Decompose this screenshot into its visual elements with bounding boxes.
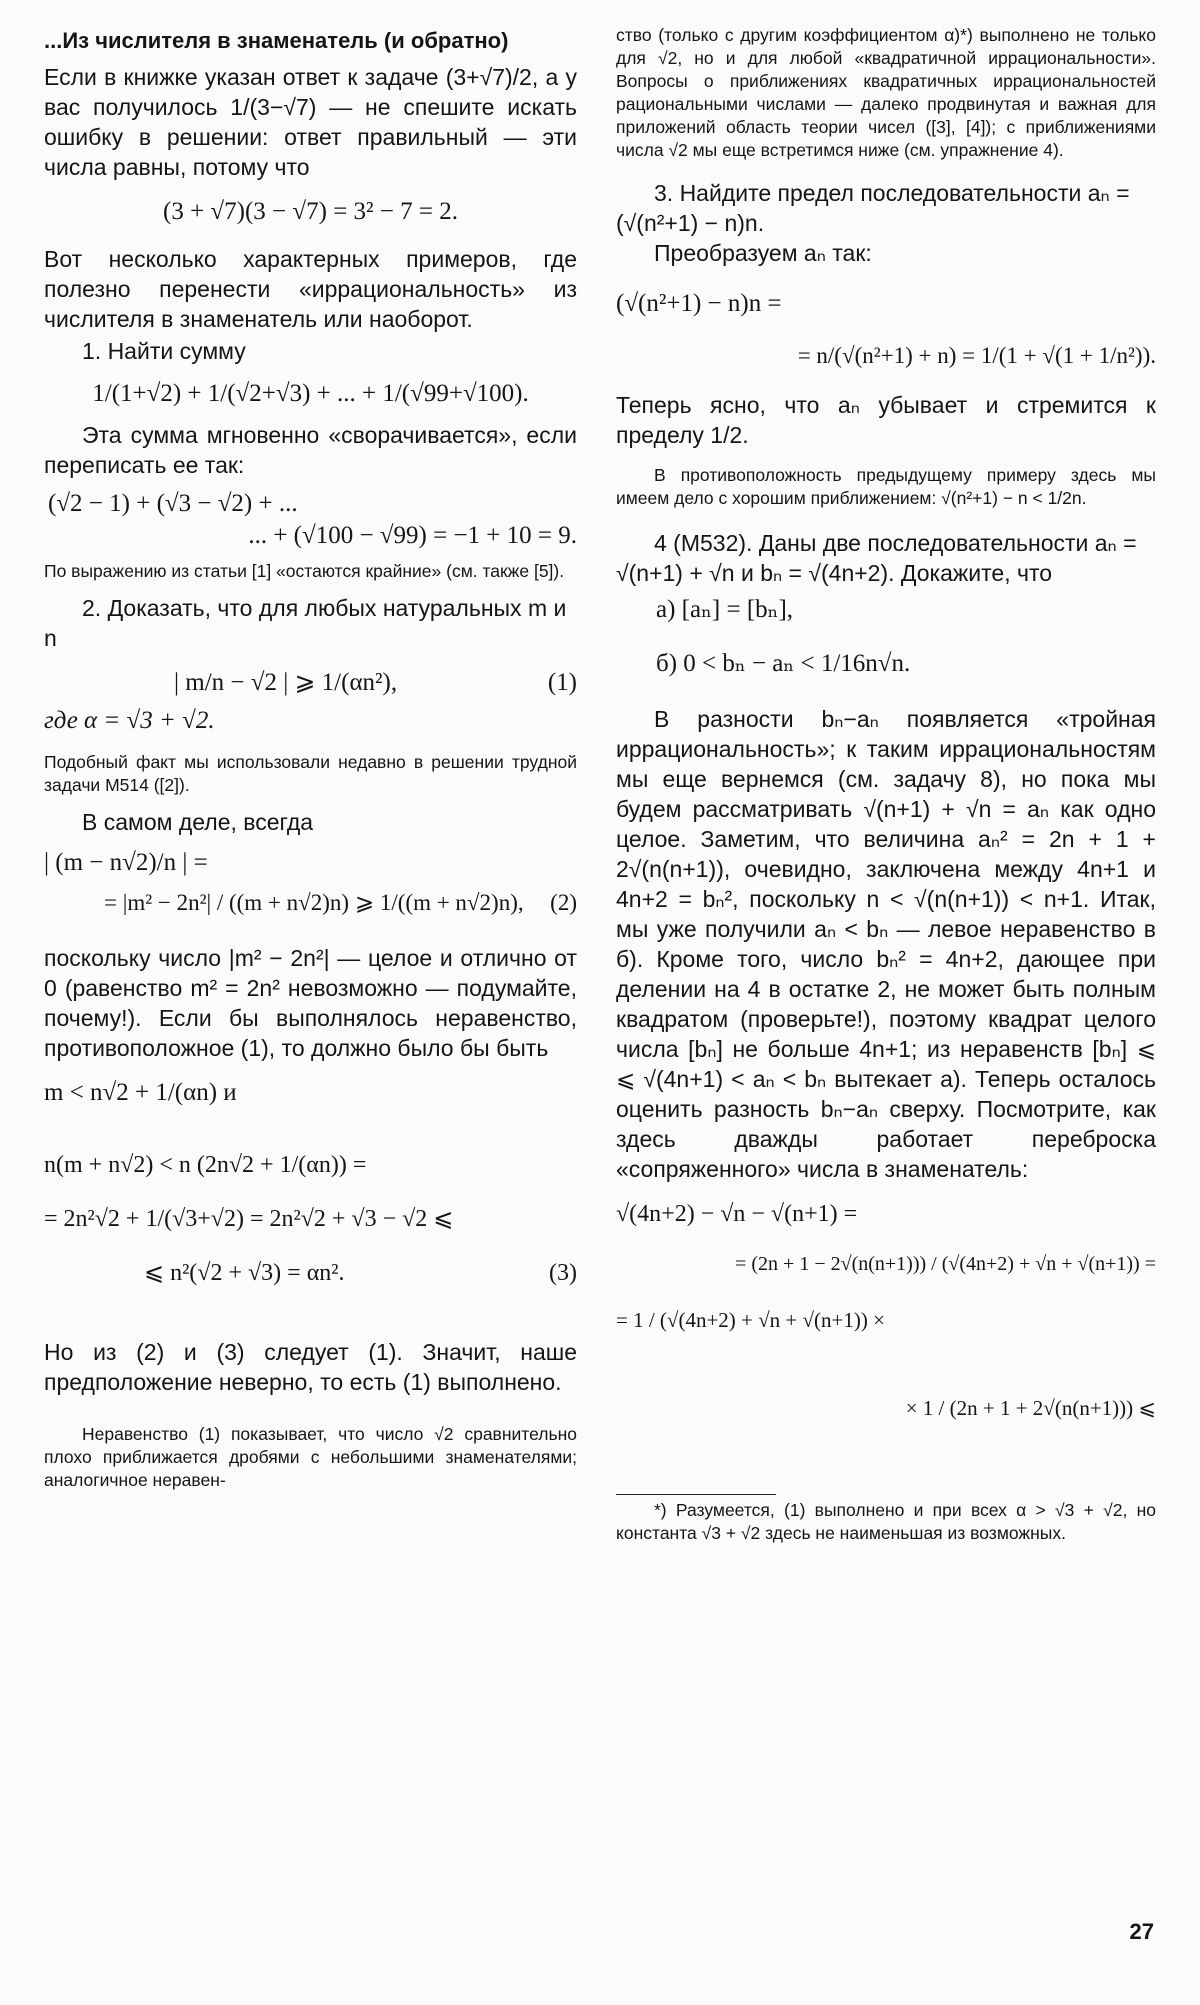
footnote-rule xyxy=(616,1494,776,1495)
integer-paragraph: поскольку число |m² − 2n²| — целое и отлично от 0 (равенство m² = 2n² невозможно — подумайте, почему!). Если бы выполнялось неравенство, противоположное (1), то должно было бы быть xyxy=(44,945,577,1061)
equation-9d: × 1 / (2n + 1 + 2√(n(n+1))) ⩽ xyxy=(905,1396,1156,1420)
equation-3b: ... + (√100 − √99) = −1 + 10 = 9. xyxy=(248,522,577,549)
note-1: По выражению из статьи [1] «остаются крайние» (см. также [5]). xyxy=(44,561,565,581)
task-4a: а) [aₙ] = [bₙ], xyxy=(656,596,794,623)
limit-paragraph: Теперь ясно, что aₙ убывает и стремится к пределу 1/2. xyxy=(616,392,1156,448)
equation-7c xyxy=(44,1257,577,1289)
conclusion-paragraph: Но из (2) и (3) следует (1). Значит, наше предположение неверно, то есть (1) выполнено. xyxy=(44,1339,577,1395)
equation-4 xyxy=(44,667,577,699)
left-column xyxy=(44,24,577,1492)
note-3-continued: ство (только с другим коэффициентом α)*) выполнено не только для √2, но и для любой «квадратичной иррациональности». Вопросы о приближениях квадратичных иррациональностей рациональными числами — далеко продвинутая и важная для приложений область теории чисел ([3], [4]); с приближениями числа √2 мы еще встретимся ниже (см. упражнение 4). xyxy=(616,25,1156,160)
equation-9c: = 1 / (√(4n+2) + √n + √(n+1)) × xyxy=(616,1308,885,1332)
right-column xyxy=(616,24,1156,1545)
note-4: В противоположность предыдущему примеру здесь мы имеем дело с хорошим приближением: √(n²+1) − n < 1/2n. xyxy=(616,465,1156,508)
equation-5a: | (m − n√2)/n | = xyxy=(44,849,208,876)
equation-9a: √(4n+2) − √n − √(n+1) = xyxy=(616,1201,858,1227)
equation-7-number: (3) xyxy=(549,1260,577,1286)
task-4b: б) 0 < bₙ − aₙ < 1/16n√n. xyxy=(656,650,911,677)
footnote: *) Разумеется, (1) выполнено и при всех α > √3 + √2, но константа √3 + √2 здесь не наименьшая из возможных. xyxy=(616,1500,1156,1543)
task-4: 4 (М532). Даны две последовательности aₙ = √(n+1) + √n и bₙ = √(4n+2). Докажите, что xyxy=(616,530,1137,586)
equation-1: (3 + √7)(3 − √7) = 3² − 7 = 2. xyxy=(163,198,458,225)
note-2: Подобный факт мы использовали недавно в решении трудной задачи М514 ([2]). xyxy=(44,752,577,795)
equation-5-number: (2) xyxy=(550,890,577,915)
equation-6: m < n√2 + 1/(αn) и xyxy=(44,1079,237,1106)
equation-4-where: где α = √3 + √2. xyxy=(44,707,215,734)
equation-7c-body: ⩽ n²(√2 + √3) = αn². xyxy=(144,1260,345,1286)
transform-paragraph: Преобразуем aₙ так: xyxy=(654,240,872,266)
task-3: 3. Найдите предел последовательности aₙ = (√(n²+1) − n)n. xyxy=(616,180,1130,236)
equation-4-body: | m/n − √2 | ⩾ 1/(αn²), xyxy=(174,669,398,696)
intro-paragraph: Если в книжке указан ответ к задаче (3+√7)/2, а у вас получилось 1/(3−√7) — не спешите искать ошибку в решении: ответ правильный — эти числа равны, потому что xyxy=(44,64,577,180)
equation-7a: n(m + n√2) < n (2n√2 + 1/(αn)) = xyxy=(44,1152,367,1178)
equation-3a: (√2 − 1) + (√3 − √2) + ... xyxy=(48,490,298,517)
always-paragraph: В самом деле, всегда xyxy=(82,809,314,835)
task-1: 1. Найти сумму xyxy=(82,338,246,364)
page-number: 27 xyxy=(1129,1919,1154,1944)
equation-8b: = n/(√(n²+1) + n) = 1/(1 + √(1 + 1/n²)). xyxy=(797,343,1156,368)
equation-8a: (√(n²+1) − n)n = xyxy=(616,290,782,317)
equation-7b: = 2n²√2 + 1/(√3+√2) = 2n²√2 + √3 − √2 ⩽ xyxy=(44,1206,454,1232)
equation-2: 1/(1+√2) + 1/(√2+√3) + ... + 1/(√99+√100). xyxy=(92,380,529,407)
examples-paragraph: Вот несколько характерных примеров, где полезно перенести «иррациональность» из числителя в знаменатель или наоборот. xyxy=(44,246,577,332)
equation-5b-body: = |m² − 2n²| / ((m + n√2)n) ⩾ 1/((m + n√2)n), xyxy=(104,890,524,915)
sum-paragraph: Эта сумма мгновенно «сворачивается», если переписать ее так: xyxy=(44,422,577,478)
equation-9b: = (2n + 1 − 2√(n(n+1))) / (√(4n+2) + √n + √(n+1)) = xyxy=(735,1253,1156,1275)
section-heading: ...Из числителя в знаменатель (и обратно) xyxy=(44,28,509,53)
equation-4-number: (1) xyxy=(547,669,577,696)
equation-5b xyxy=(44,887,577,919)
task-2: 2. Доказать, что для любых натуральных m и n xyxy=(44,595,567,651)
note-3: Неравенство (1) показывает, что число √2 сравнительно плохо приближается дробями с небольшими знаменателями; аналогичное неравен- xyxy=(44,1424,577,1490)
triple-paragraph: В разности bₙ−aₙ появляется «тройная иррациональность»; к таким иррациональностям мы еще вернемся (см. задачу 8), но пока мы будем рассматривать √(n+1) + √n = aₙ как одно целое. Заметим, что величина aₙ² = 2n + 1 + 2√(n(n+1)), очевидно, заключена между 4n+1 и 4n+2 = bₙ², поскольку n < √(n(n+1)) < n+1. Итак, мы уже получили aₙ < bₙ — левое неравенство в б). Кроме того, число bₙ² = 4n+2, дающее при делении на 4 в остатке 2, не может быть полным квадратом (проверьте!), поэтому квадрат целого числа [bₙ] не больше 4n+1; из неравенств [bₙ] ⩽ ⩽ √(4n+1) < aₙ < bₙ вытекает а). Теперь осталось оценить разность bₙ−aₙ сверху. Посмотрите, как здесь дважды работает переброска «сопряженного» числа в знаменатель: xyxy=(616,706,1156,1182)
